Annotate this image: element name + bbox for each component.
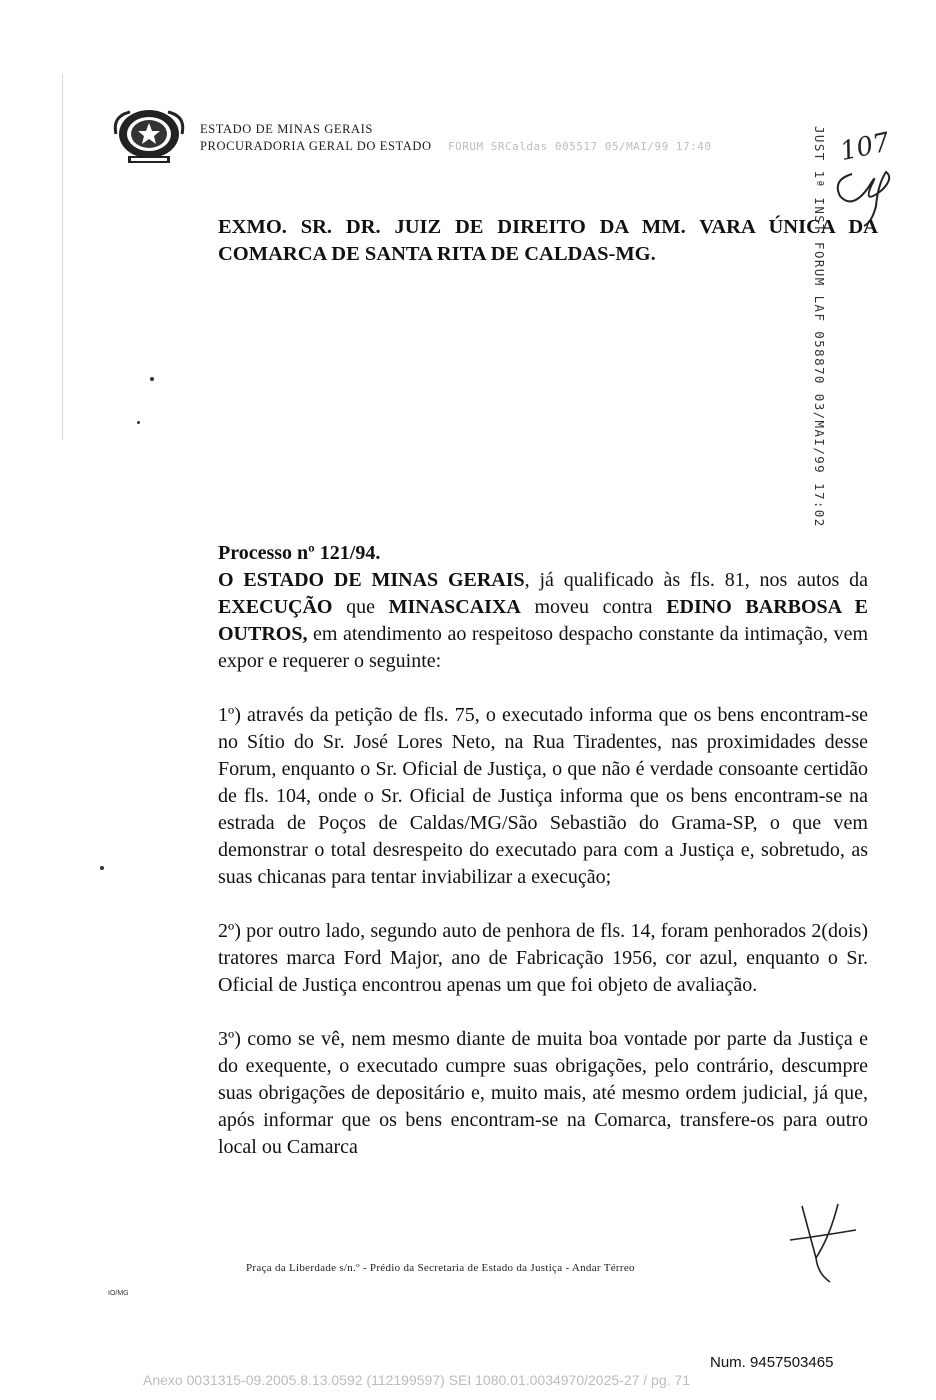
letterhead xyxy=(200,121,432,155)
intro-paragraph: O ESTADO DE MINAS GERAIS, já qualificado às fls. 81, nos autos da EXECUÇÃO que MINASCAIXA moveu contra EDINO BARBOSA E OUTROS, em atendimento ao respeitoso despacho constante da intimação, vem expor e requerer o seguinte: xyxy=(218,569,868,672)
protocol-stamp-top: FORUM SRCaldas 005517 05/MAI/99 17:40 xyxy=(448,140,712,153)
scan-edge xyxy=(62,74,63,440)
action-type: EXECUÇÃO xyxy=(218,596,333,618)
coat-of-arms-icon xyxy=(108,104,190,170)
addressee xyxy=(218,214,878,268)
letterhead-office: PROCURADORIA GERAL DO ESTADO xyxy=(200,139,432,153)
item-1: 1º) através da petição de fls. 75, o executado informa que os bens encontram-se no Sítio do Sr. José Lores Neto, na Rua Tiradentes, nas proximidades desse Forum, enquanto o Sr. Oficial de Justiça, o que não é verdade consoante certidão de fls. 104, onde o Sr. Oficial de Justiça informa que os bens encontram-se na estrada de Poços de Caldas/MG/São Sebastião do Grama-SP, o que vem demonstrar o total desrespeito do executado para com a Justiça e, sobretudo, as suas chicanas para tentar inviabilizar a execução; xyxy=(218,704,868,888)
protocol-stamp-vertical: JUST 1ª INST FORUM LAF 058870 03/MAI/99 17:02 xyxy=(812,126,827,528)
handwritten-signature xyxy=(780,1196,860,1286)
printer-code: IO/MG xyxy=(108,1290,129,1297)
scan-speck xyxy=(137,421,140,424)
annex-reference: Anexo 0031315-09.2005.8.13.0592 (112199597) SEI 1080.01.0034970/2025-27 / pg. 71 xyxy=(143,1372,690,1388)
letterhead-state: ESTADO DE MINAS GERAIS xyxy=(200,122,373,136)
addressee-line-1: EXMO. SR. DR. JUIZ DE DIREITO DA MM. VARA ÚNICA DA xyxy=(218,216,878,238)
item-3: 3º) como se vê, nem mesmo diante de muita boa vontade por parte da Justiça e do exequente, o executado cumpre suas obrigações, pelo contrário, descumpre suas obrigações de depositário e, muito mais, até mesmo ordem judicial, já que, após informar que os bens encontram-se na Comarca, transfere-os para outro local ou Camarca xyxy=(218,1028,868,1158)
petition-body xyxy=(218,540,868,1161)
handwritten-number: 107 xyxy=(837,127,893,168)
party-name: O ESTADO DE MINAS GERAIS xyxy=(218,569,525,591)
handwritten-page-number xyxy=(812,118,902,228)
scan-speck xyxy=(100,866,104,870)
item-2: 2º) por outro lado, segundo auto de penhora de fls. 14, foram penhorados 2(dois) tratores marca Ford Major, ano de Fabricação 1956, cor azul, enquanto o Sr. Oficial de Justiça encontrou apenas um que foi objeto de avaliação. xyxy=(218,920,868,996)
addressee-line-2: COMARCA DE SANTA RITA DE CALDAS-MG. xyxy=(218,243,656,265)
footer-address: Praça da Liberdade s/n.º - Prédio da Secretaria de Estado da Justiça - Andar Térreo xyxy=(246,1262,635,1274)
scan-speck xyxy=(150,377,154,381)
defendant-name: EDINO BARBOSA E OUTROS, xyxy=(218,596,868,645)
process-number: Processo nº 121/94. xyxy=(218,542,381,564)
plaintiff-name: MINASCAIXA xyxy=(388,596,521,618)
document-number: Num. 9457503465 xyxy=(710,1354,834,1371)
